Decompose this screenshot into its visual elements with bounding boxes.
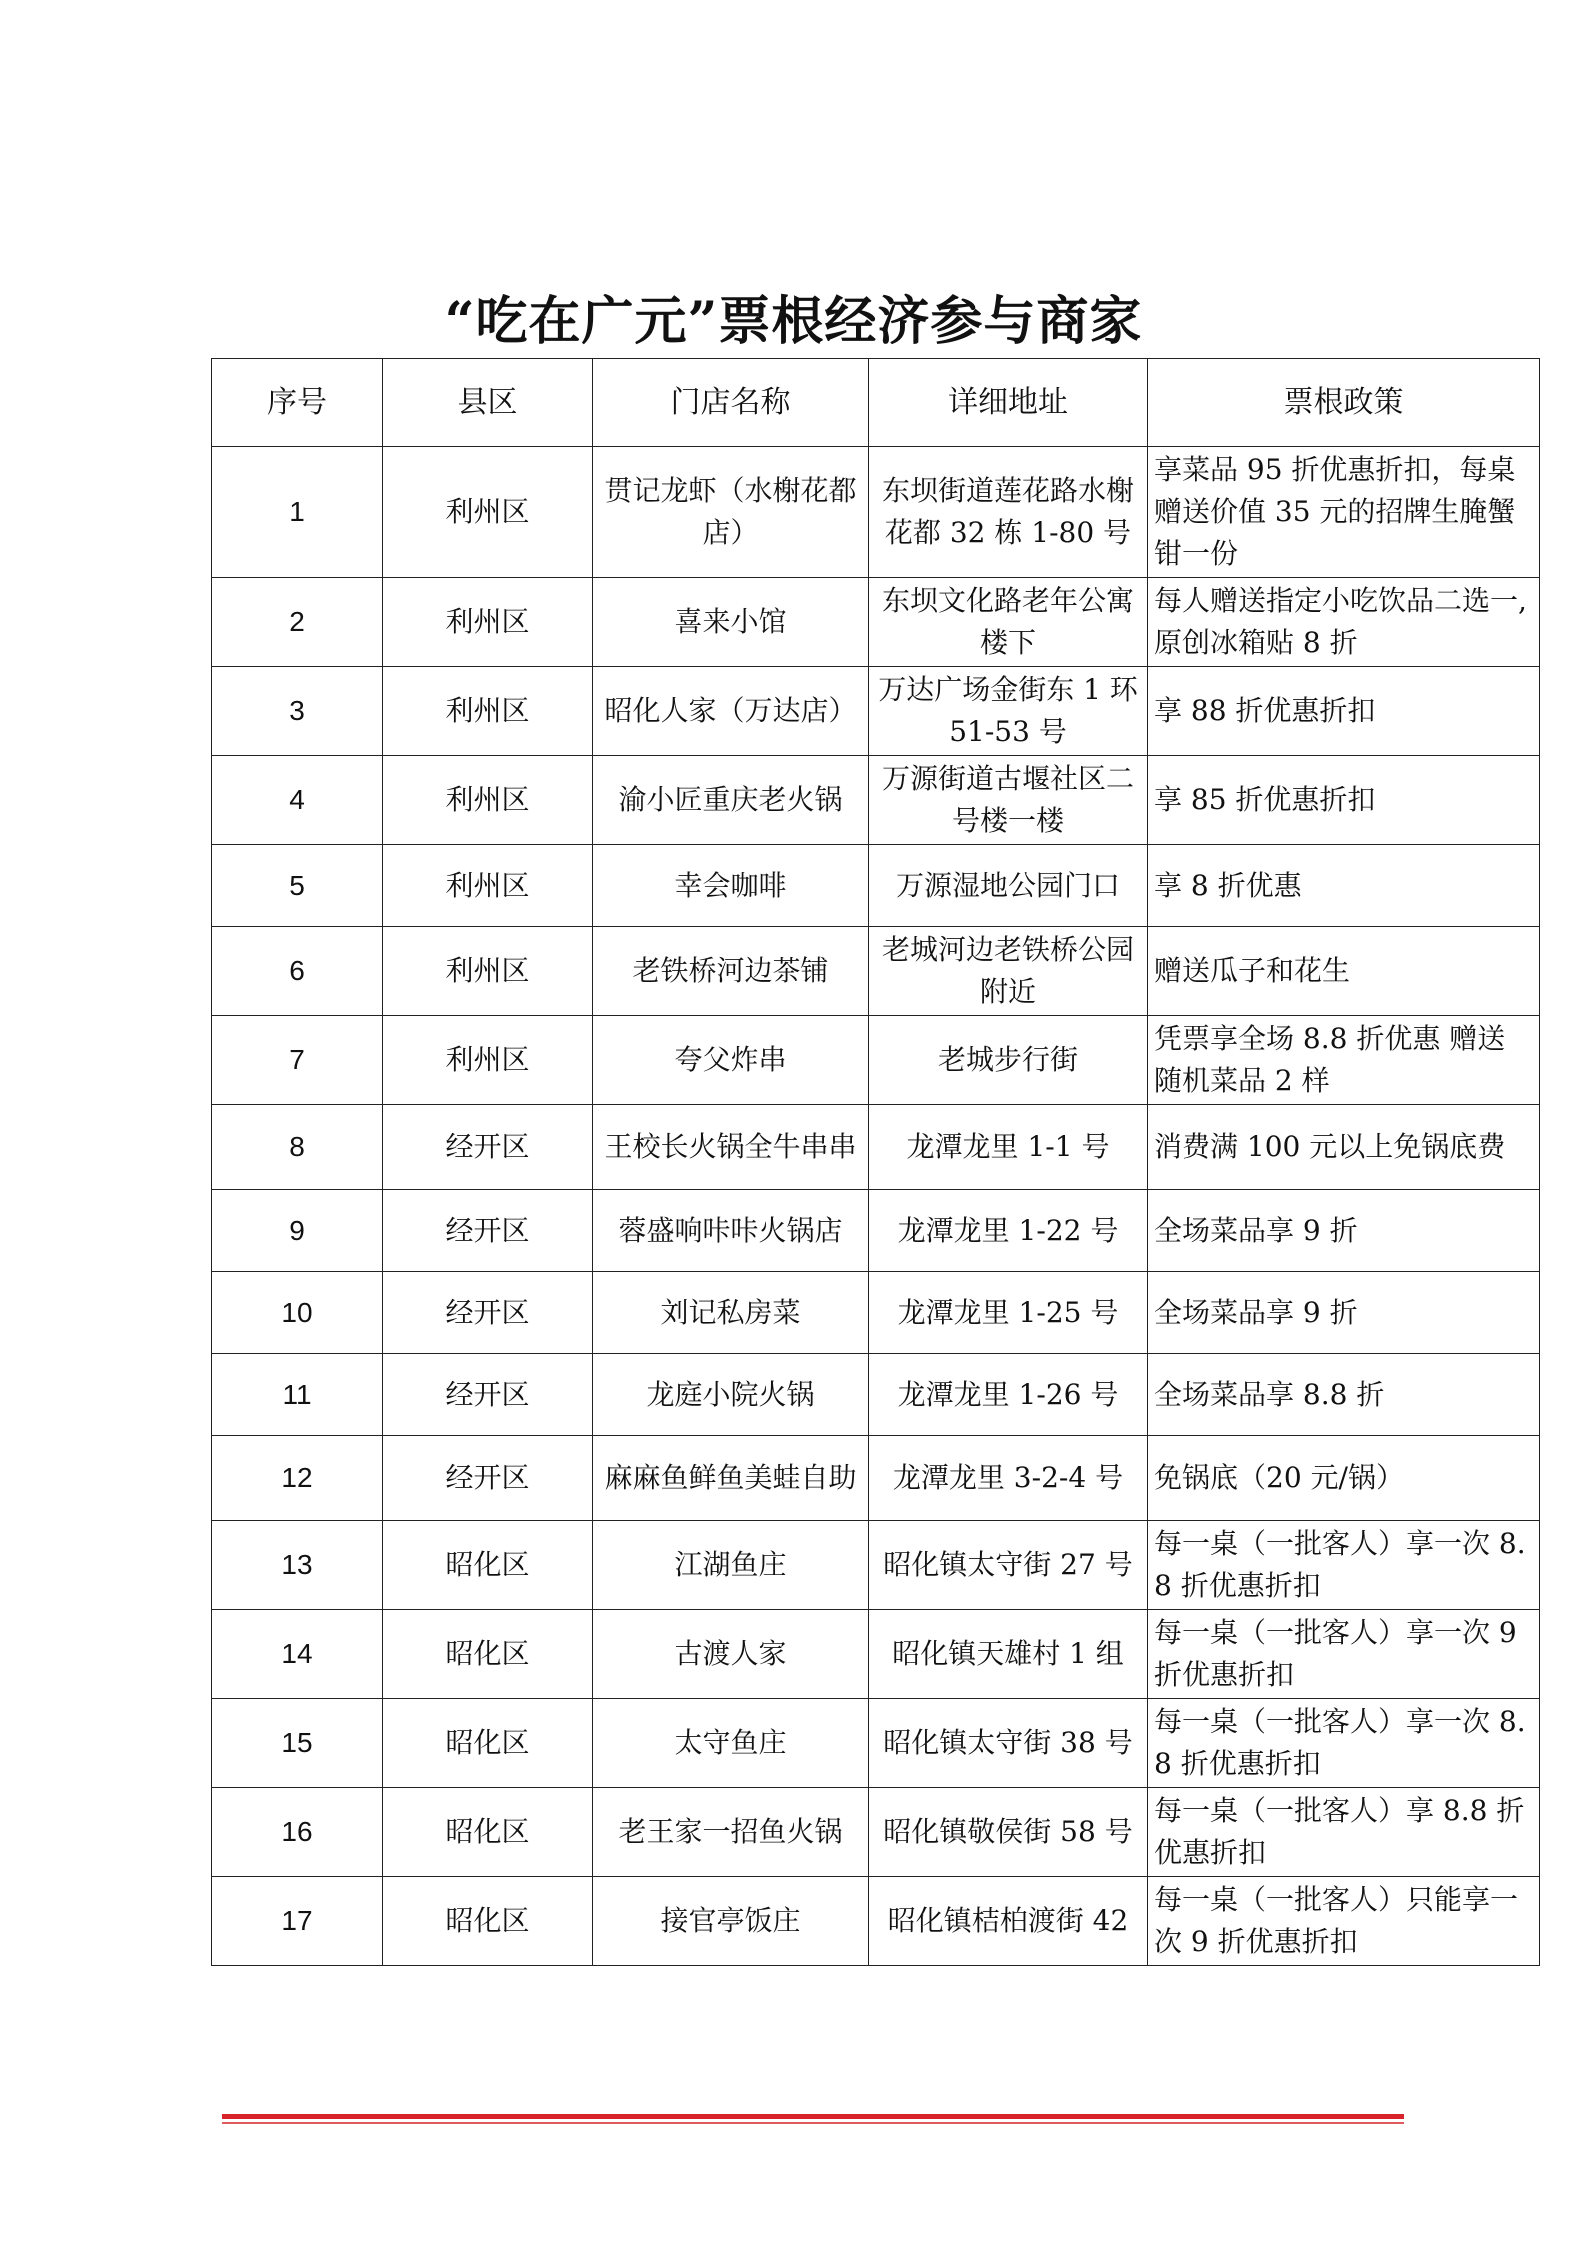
cell-district: 利州区 <box>383 1016 593 1105</box>
cell-no: 13 <box>212 1521 383 1610</box>
cell-address: 东坝文化路老年公寓楼下 <box>869 578 1148 667</box>
cell-district: 经开区 <box>383 1272 593 1354</box>
cell-address: 万源湿地公园门口 <box>869 845 1148 927</box>
merchant-rows <box>212 447 1540 1966</box>
cell-address: 昭化镇太守街 27 号 <box>869 1521 1148 1610</box>
table-row <box>212 756 1540 845</box>
cell-address: 龙潭龙里 1-1 号 <box>869 1105 1148 1190</box>
table-row <box>212 1354 1540 1436</box>
table-row <box>212 1016 1540 1105</box>
cell-store-name: 夸父炸串 <box>593 1016 869 1105</box>
table-row <box>212 1436 1540 1521</box>
cell-address: 昭化镇太守街 38 号 <box>869 1699 1148 1788</box>
cell-district: 利州区 <box>383 667 593 756</box>
cell-no: 16 <box>212 1788 383 1877</box>
cell-address: 万源街道古堰社区二号楼一楼 <box>869 756 1148 845</box>
header-district: 县区 <box>383 359 593 447</box>
cell-address: 昭化镇天雄村 1 组 <box>869 1610 1148 1699</box>
cell-no: 4 <box>212 756 383 845</box>
cell-district: 利州区 <box>383 756 593 845</box>
table-row <box>212 1788 1540 1877</box>
table-row <box>212 1272 1540 1354</box>
cell-address: 龙潭龙里 1-25 号 <box>869 1272 1148 1354</box>
table-row <box>212 1610 1540 1699</box>
cell-no: 11 <box>212 1354 383 1436</box>
table-row <box>212 927 1540 1016</box>
cell-no: 14 <box>212 1610 383 1699</box>
cell-store-name: 麻麻鱼鲜鱼美蛙自助 <box>593 1436 869 1521</box>
cell-store-name: 昭化人家（万达店） <box>593 667 869 756</box>
cell-policy: 全场菜品享 9 折 <box>1148 1190 1540 1272</box>
table-row <box>212 578 1540 667</box>
cell-district: 经开区 <box>383 1436 593 1521</box>
cell-district: 昭化区 <box>383 1788 593 1877</box>
header-no: 序号 <box>212 359 383 447</box>
header-policy: 票根政策 <box>1148 359 1540 447</box>
cell-store-name: 渝小匠重庆老火锅 <box>593 756 869 845</box>
page-title: “吃在广元”票根经济参与商家 <box>444 291 1143 352</box>
cell-policy: 每一桌（一批客人）享一次 9 折优惠折扣 <box>1148 1610 1540 1699</box>
cell-address: 万达广场金街东 1 环 51-53 号 <box>869 667 1148 756</box>
table-row <box>212 447 1540 578</box>
cell-store-name: 太守鱼庄 <box>593 1699 869 1788</box>
cell-address: 龙潭龙里 1-22 号 <box>869 1190 1148 1272</box>
cell-no: 12 <box>212 1436 383 1521</box>
cell-policy: 每一桌（一批客人）只能享一次 9 折优惠折扣 <box>1148 1877 1540 1966</box>
cell-store-name: 贯记龙虾（水榭花都店） <box>593 447 869 578</box>
cell-address: 东坝街道莲花路水榭花都 32 栋 1-80 号 <box>869 447 1148 578</box>
cell-district: 昭化区 <box>383 1699 593 1788</box>
cell-policy: 全场菜品享 8.8 折 <box>1148 1354 1540 1436</box>
cell-no: 6 <box>212 927 383 1016</box>
cell-district: 利州区 <box>383 845 593 927</box>
cell-policy: 享 8 折优惠 <box>1148 845 1540 927</box>
cell-district: 昭化区 <box>383 1521 593 1610</box>
cell-policy: 赠送瓜子和花生 <box>1148 927 1540 1016</box>
cell-district: 经开区 <box>383 1190 593 1272</box>
cell-store-name: 龙庭小院火锅 <box>593 1354 869 1436</box>
cell-store-name: 老王家一招鱼火锅 <box>593 1788 869 1877</box>
cell-policy: 每一桌（一批客人）享一次 8.8 折优惠折扣 <box>1148 1699 1540 1788</box>
merchant-table <box>211 358 1540 1966</box>
cell-store-name: 接官亭饭庄 <box>593 1877 869 1966</box>
table-row <box>212 1105 1540 1190</box>
cell-store-name: 刘记私房菜 <box>593 1272 869 1354</box>
cell-policy: 享 85 折优惠折扣 <box>1148 756 1540 845</box>
cell-no: 10 <box>212 1272 383 1354</box>
cell-policy: 享菜品 95 折优惠折扣，每桌赠送价值 35 元的招牌生腌蟹钳一份 <box>1148 447 1540 578</box>
cell-district: 昭化区 <box>383 1610 593 1699</box>
cell-district: 利州区 <box>383 927 593 1016</box>
cell-district: 经开区 <box>383 1354 593 1436</box>
cell-address: 龙潭龙里 1-26 号 <box>869 1354 1148 1436</box>
cell-policy: 免锅底（20 元/锅） <box>1148 1436 1540 1521</box>
cell-policy: 消费满 100 元以上免锅底费 <box>1148 1105 1540 1190</box>
cell-store-name: 江湖鱼庄 <box>593 1521 869 1610</box>
footer-red-rule-thin <box>222 2122 1404 2124</box>
cell-address: 老城河边老铁桥公园附近 <box>869 927 1148 1016</box>
cell-district: 利州区 <box>383 447 593 578</box>
cell-store-name: 幸会咖啡 <box>593 845 869 927</box>
table-row <box>212 1521 1540 1610</box>
cell-policy: 全场菜品享 9 折 <box>1148 1272 1540 1354</box>
header-store-name: 门店名称 <box>593 359 869 447</box>
cell-policy: 凭票享全场 8.8 折优惠 赠送随机菜品 2 样 <box>1148 1016 1540 1105</box>
table-row <box>212 1190 1540 1272</box>
cell-no: 5 <box>212 845 383 927</box>
cell-no: 9 <box>212 1190 383 1272</box>
cell-district: 昭化区 <box>383 1877 593 1966</box>
footer-red-rule <box>222 2114 1404 2119</box>
cell-no: 17 <box>212 1877 383 1966</box>
cell-policy: 享 88 折优惠折扣 <box>1148 667 1540 756</box>
cell-district: 经开区 <box>383 1105 593 1190</box>
header-address: 详细地址 <box>869 359 1148 447</box>
cell-no: 7 <box>212 1016 383 1105</box>
cell-no: 1 <box>212 447 383 578</box>
cell-address: 昭化镇敬侯街 58 号 <box>869 1788 1148 1877</box>
cell-policy: 每人赠送指定小吃饮品二选一,原创冰箱贴 8 折 <box>1148 578 1540 667</box>
cell-no: 15 <box>212 1699 383 1788</box>
cell-no: 2 <box>212 578 383 667</box>
table-row <box>212 1877 1540 1966</box>
table-header-row <box>212 359 1540 447</box>
table-row <box>212 667 1540 756</box>
cell-address: 昭化镇桔柏渡街 42 <box>869 1877 1148 1966</box>
cell-store-name: 古渡人家 <box>593 1610 869 1699</box>
cell-no: 3 <box>212 667 383 756</box>
cell-district: 利州区 <box>383 578 593 667</box>
cell-store-name: 喜来小馆 <box>593 578 869 667</box>
cell-policy: 每一桌（一批客人）享 8.8 折优惠折扣 <box>1148 1788 1540 1877</box>
cell-address: 老城步行街 <box>869 1016 1148 1105</box>
table-row <box>212 845 1540 927</box>
table-row <box>212 1699 1540 1788</box>
cell-store-name: 王校长火锅全牛串串 <box>593 1105 869 1190</box>
cell-store-name: 蓉盛响咔咔火锅店 <box>593 1190 869 1272</box>
cell-policy: 每一桌（一批客人）享一次 8.8 折优惠折扣 <box>1148 1521 1540 1610</box>
cell-address: 龙潭龙里 3-2-4 号 <box>869 1436 1148 1521</box>
cell-no: 8 <box>212 1105 383 1190</box>
cell-store-name: 老铁桥河边茶铺 <box>593 927 869 1016</box>
